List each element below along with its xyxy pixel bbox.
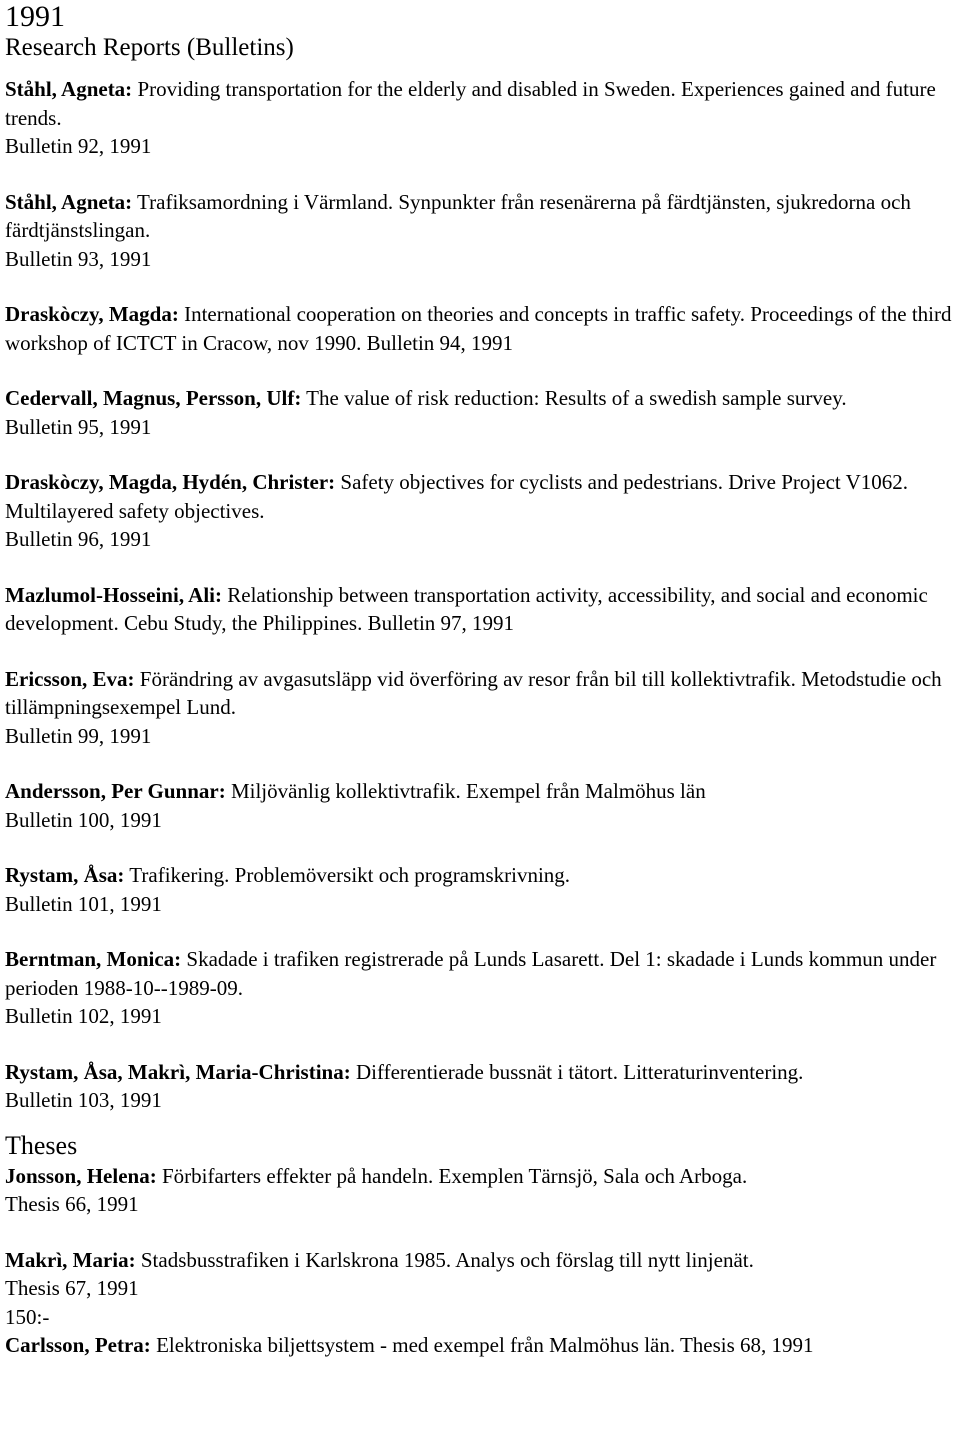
entry-author: Jonsson, Helena: [5,1163,157,1188]
year-heading: 1991 [5,0,65,33]
entry-reference: Bulletin 103, 1991 [5,1088,162,1112]
section-heading-theses: Theses [5,1130,78,1160]
bulletin-entry [5,581,957,638]
entry-author: Carlsson, Petra: [5,1333,151,1357]
bulletin-entry [5,945,957,1031]
price-label: 150:- [5,1304,50,1329]
bulletin-entry [5,861,957,918]
thesis-entry [5,1246,957,1303]
entry-author: Mazlumol-Hosseini, Ali: [5,582,222,607]
entry-reference: Bulletin 101, 1991 [5,891,162,916]
entry-author: Andersson, Per Gunnar: [5,779,226,803]
entry-author: Rystam, Åsa: [5,863,125,887]
thesis-entry [5,1331,957,1360]
entry-title: Skadade i trafiken registrerade på Lunds Lasarett. Del 1: skadade i Lunds kommun under perioden 1988-10--1989-09. [5,947,937,1000]
entry-author: Ståhl, Agneta: [5,77,133,101]
entry-reference: Bulletin 95, 1991 [5,414,152,439]
entry-title: Förändring av avgasutsläpp vid överföring av resor från bil till kollektivtrafik. Metodstudie och tillämpningsexempel Lund. [5,666,942,719]
entry-author: Ericsson, Eva: [5,666,135,691]
bulletin-entry [5,188,957,274]
bulletin-list [5,75,957,1115]
entry-author: Rystam, Åsa, Makrì, Maria-Christina: [5,1059,351,1084]
entry-title: Safety objectives for cyclists and pedestrians. Drive Project V1062. Multilayered safety objectives. [5,470,909,523]
entry-title: Trafiksamordning i Värmland. Synpunkter från resenärerna på färdtjänsten, sjukredorna och färdtjänstslingan. [5,189,911,242]
entry-title: Elektroniska biljettsystem - med exempel från Malmöhus län. [150,1333,676,1357]
entry-author: Draskòczy, Magda: [5,302,179,326]
entry-author: Ståhl, Agneta: [5,189,133,214]
entry-title: Miljövänlig kollektivtrafik. Exempel från Malmöhus län [225,779,706,803]
entry-reference: Bulletin 92, 1991 [5,134,152,158]
entry-reference: Bulletin 94, 1991 [361,330,514,355]
entry-title: International cooperation on theories and concepts in traffic safety. Proceedings of the third workshop of ICTCT in Cracow, nov 1990. [5,302,952,355]
entry-title: Differentierade bussnät i tätort. Litteraturinventering. [350,1059,804,1084]
bulletin-entry [5,384,957,441]
bulletin-entry [5,1058,957,1115]
entry-author: Cedervall, Magnus, Persson, Ulf: [5,386,302,410]
bulletin-entry [5,75,957,161]
entry-author: Berntman, Monica: [5,947,182,971]
entry-reference: Thesis 66, 1991 [5,1192,139,1216]
entry-title: Providing transportation for the elderly and disabled in Sweden. Experiences gained and future trends. [5,77,936,130]
entry-reference: Bulletin 97, 1991 [362,611,515,635]
entry-author: Makrì, Maria: [5,1247,136,1272]
entry-reference: Thesis 67, 1991 [5,1276,139,1300]
entry-title: Förbifarters effekter på handeln. Exemplen Tärnsjö, Sala och Arboga. [156,1163,748,1188]
entry-author: Draskòczy, Magda, Hydén, Christer: [5,470,336,494]
entry-reference: Bulletin 100, 1991 [5,807,162,832]
entry-title: Trafikering. Problemöversikt och programskrivning. [124,863,571,887]
entry-reference: Bulletin 96, 1991 [5,527,152,551]
bulletin-entry [5,300,957,357]
entry-reference: Bulletin 93, 1991 [5,246,152,271]
entry-reference: Thesis 68, 1991 [675,1333,814,1357]
document-page [5,0,957,1360]
bulletin-entry [5,777,957,834]
section-heading-bulletins: Research Reports (Bulletins) [5,34,294,61]
entry-title: The value of risk reduction: Results of a swedish sample survey. [301,386,847,410]
entry-reference: Bulletin 99, 1991 [5,723,152,748]
entry-reference: Bulletin 102, 1991 [5,1004,162,1028]
thesis-entry [5,1162,957,1219]
entry-title: Relationship between transportation activity, accessibility, and social and economic development. Cebu Study, the Philippines. [5,582,928,635]
bulletin-entry [5,468,957,554]
entry-title: Stadsbusstrafiken i Karlskrona 1985. Analys och förslag till nytt linjenät. [135,1247,754,1272]
theses-list [5,1162,957,1360]
bulletin-entry [5,665,957,751]
